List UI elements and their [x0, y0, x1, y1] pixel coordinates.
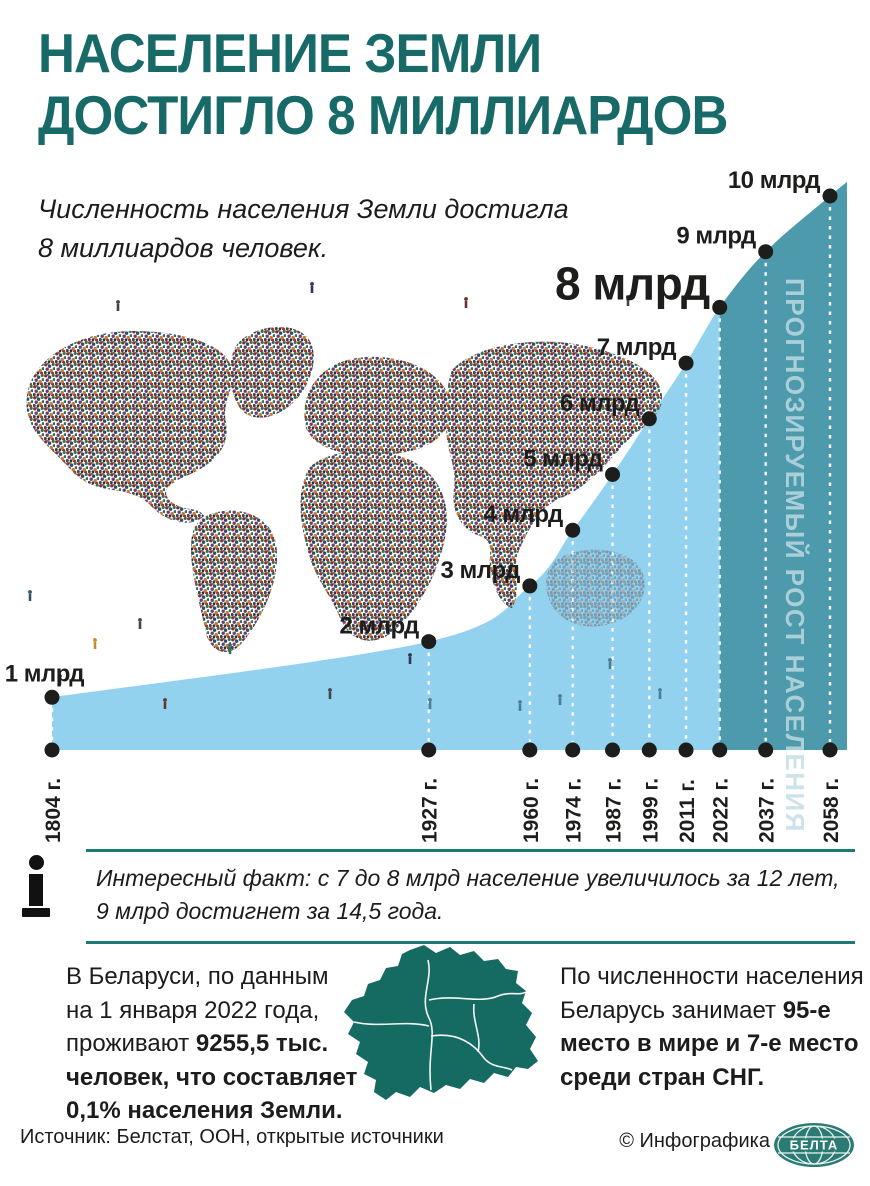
crowd-continent-south-america: [191, 511, 277, 652]
intro-line-1: Численность населения Земли достигла: [38, 194, 569, 224]
title-line-1: НАСЕЛЕНИЕ ЗЕМЛИ: [38, 22, 542, 84]
milestone-dot-6 млрд: [642, 411, 657, 426]
belta-logo: [772, 1120, 856, 1170]
milestone-label-9 млрд: 9 млрд: [676, 222, 756, 250]
crowd-continent-europe: [304, 357, 451, 455]
crowd-continent-greenland: [230, 327, 314, 418]
interesting-fact: Интересный факт: с 7 до 8 млрд население увеличилось за 12 лет, 9 млрд достигнет за 14,5 года.: [86, 849, 855, 944]
milestone-label-1 млрд: 1 млрд: [4, 660, 84, 688]
milestone-label-7 млрд: 7 млрд: [596, 334, 677, 362]
crowd-continent-north-america: [27, 331, 233, 523]
axis-dot-1999: [642, 743, 657, 758]
milestone-dot-4 млрд: [565, 523, 580, 538]
x-tick-label-2022: 2022 г.: [709, 777, 733, 843]
title-line-2: ДОСТИГЛО 8 МИЛЛИАРДОВ: [38, 84, 728, 147]
axis-dot-2058: [823, 743, 838, 758]
source-text: Источник: Белстат, ООН, открытые источники: [20, 1126, 444, 1148]
milestone-dot-7 млрд: [679, 356, 694, 371]
milestone-dot-5 млрд: [605, 467, 620, 482]
belarus-outline: [344, 945, 538, 1100]
scattered-person: [464, 297, 468, 308]
scattered-person: [310, 282, 314, 293]
axis-dot-2022: [712, 743, 727, 758]
scattered-person: [93, 638, 97, 649]
scattered-person: [138, 618, 142, 629]
intro-line-2: 8 миллиардов человек.: [38, 233, 329, 264]
scattered-person: [28, 590, 32, 601]
x-tick-label-2058: 2058 г.: [820, 777, 844, 843]
scattered-person: [116, 300, 120, 311]
milestone-label-5 млрд: 5 млрд: [523, 445, 603, 473]
x-tick-label-1974: 1974 г.: [562, 777, 586, 843]
axis-dot-2037: [758, 743, 773, 758]
forecast-band-label: ПРОГНОЗИРУЕМЫЙ РОСТ НАСЕЛЕНИЯ: [780, 278, 810, 833]
milestone-label-8 млрд: 8 млрд: [554, 257, 710, 310]
axis-dot-1974: [565, 743, 580, 758]
x-tick-label-1987: 1987 г.: [602, 777, 626, 843]
milestone-label-6 млрд: 6 млрд: [559, 389, 640, 417]
belarus-map: [332, 940, 552, 1114]
x-tick-label-1960: 1960 г.: [519, 777, 543, 843]
x-tick-label-1804: 1804 г.: [42, 777, 65, 843]
milestone-dot-2 млрд: [421, 634, 436, 649]
axis-dot-1987: [605, 743, 620, 758]
milestone-dot-8 млрд: [712, 300, 727, 315]
x-tick-label-1999: 1999 г.: [639, 777, 663, 843]
axis-dot-1804: [45, 743, 60, 758]
axis-dot-1960: [522, 743, 537, 758]
axis-dot-2011: [679, 743, 694, 758]
x-tick-label-1927: 1927 г.: [418, 777, 442, 843]
milestone-label-3 млрд: 3 млрд: [440, 556, 520, 584]
milestone-label-2 млрд: 2 млрд: [339, 612, 419, 640]
credit-text: © Инфографика: [619, 1130, 770, 1152]
milestone-dot-9 млрд: [758, 244, 773, 259]
milestone-dot-10 млрд: [823, 189, 838, 204]
milestone-label-10 млрд: 10 млрд: [727, 167, 821, 194]
milestone-label-4 млрд: 4 млрд: [483, 501, 563, 529]
belta-logo-text: БЕЛТА: [789, 1137, 839, 1153]
x-tick-label-2037: 2037 г.: [755, 777, 779, 843]
belarus-population-text: В Беларуси, по данным на 1 января 2022 года, проживают 9255,5 тыс. человек, что составляет 0,1% населения Земли.: [66, 963, 358, 1125]
belarus-rank-text: По численности населения Беларусь занимает 95-е место в мире и 7-е место среди стран СНГ.: [560, 963, 864, 1091]
milestone-dot-3 млрд: [522, 578, 537, 593]
milestone-dot-1 млрд: [45, 690, 60, 705]
x-tick-label-2011: 2011 г.: [676, 779, 700, 843]
axis-dot-1927: [421, 743, 436, 758]
info-icon: [22, 855, 50, 919]
